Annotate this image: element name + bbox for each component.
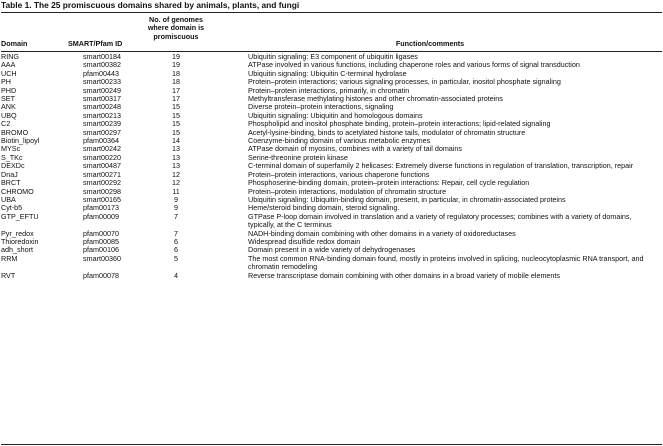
domain-cell: Pyr_redox xyxy=(1,228,34,238)
id-cell: smart00249 xyxy=(83,85,121,95)
id-cell: smart00292 xyxy=(83,178,121,188)
domain-cell: Biotin_lipoyl xyxy=(1,136,40,146)
genome-count-cell: 13 xyxy=(172,161,180,171)
genome-count-cell: 6 xyxy=(174,245,178,255)
genome-count-cell: 17 xyxy=(172,85,180,95)
domain-cell: C2 xyxy=(1,119,11,129)
id-cell: smart00242 xyxy=(83,144,121,154)
function-cell: ATPase domain of myosins, combines with a variety of tail domains xyxy=(248,144,462,154)
id-cell: pfam00009 xyxy=(83,211,119,221)
id-cell: pfam00070 xyxy=(83,228,119,238)
id-cell: pfam00106 xyxy=(83,245,119,255)
id-cell: smart00317 xyxy=(83,94,121,104)
domain-cell: RING xyxy=(1,52,19,61)
domain-cell: GTP_EFTU xyxy=(1,211,39,221)
id-cell: smart00239 xyxy=(83,119,121,129)
domain-cell: UCH xyxy=(1,68,17,78)
domain-cell: AAA xyxy=(1,60,16,70)
function-cell: Coenzyme-binding domain of various metabolic enzymes xyxy=(248,136,431,146)
function-cell: Ubiquitin signaling: Ubiquitin C-terminal hydrolase xyxy=(248,68,407,78)
id-cell: pfam00078 xyxy=(83,270,119,280)
domain-cell: BRCT xyxy=(1,178,21,188)
function-cell: Widespread disulfide redox domain xyxy=(248,236,361,246)
domain-cell: Cyt-b5 xyxy=(1,203,23,213)
function-cell: Ubiquitin signaling: E3 component of ubiquitin ligases xyxy=(248,52,418,61)
table-row xyxy=(0,272,663,280)
header-genome-count-line: where domain is xyxy=(147,23,205,33)
genome-count-cell: 15 xyxy=(172,102,180,112)
domain-cell: DEXDc xyxy=(1,161,25,171)
function-cell: Domain present in a wide variety of dehydrogenases xyxy=(248,245,416,255)
domain-cell: DnaJ xyxy=(1,169,18,179)
table-body xyxy=(0,53,663,280)
genome-count-cell: 7 xyxy=(174,228,178,238)
id-cell: pfam00364 xyxy=(83,136,119,146)
genome-count-cell: 15 xyxy=(172,119,180,129)
function-cell: Methyltransferase methylating histones and other chromatin-associated proteins xyxy=(248,94,503,104)
genome-count-cell: 14 xyxy=(172,136,180,146)
genome-count-cell: 9 xyxy=(174,203,178,213)
genome-count-cell: 13 xyxy=(172,144,180,154)
genome-count-cell: 19 xyxy=(172,52,180,61)
genome-count-cell: 17 xyxy=(172,94,180,104)
table-bottom-rule xyxy=(1,444,662,445)
table-caption: Table 1. The 25 promiscuous domains shared by animals, plants, and fungi xyxy=(1,0,300,10)
function-cell: Ubiquitin signaling: Ubiquitin and homologous domains xyxy=(248,110,423,120)
genome-count-cell: 13 xyxy=(172,152,180,162)
id-cell: smart00165 xyxy=(83,194,121,204)
genome-count-cell: 18 xyxy=(172,68,180,78)
function-cell: Phospholipid and inositol phosphate binding, protein–protein interactions; lipid-related signaling xyxy=(248,119,551,129)
id-cell: pfam00443 xyxy=(83,68,119,78)
function-cell: Heme/steroid binding domain, steroid signaling. xyxy=(248,203,400,213)
domain-cell: SET xyxy=(1,94,15,104)
domain-cell: RRM xyxy=(1,253,18,263)
domain-cell: adh_short xyxy=(1,245,33,255)
function-cell: Diverse protein–protein interactions, signaling xyxy=(248,102,394,112)
genome-count-cell: 5 xyxy=(174,253,178,263)
genome-count-cell: 6 xyxy=(174,236,178,246)
table-row xyxy=(0,255,663,272)
header-function-comments: Function/comments xyxy=(395,39,465,48)
function-cell: Acetyl-lysine-binding, binds to acetylated histone tails, modulator of chromatin structure xyxy=(248,127,526,137)
function-cell: GTPase P-loop domain involved in translation and a variety of regulatory processes; combines with a variety of domains, typically, at the C terminus xyxy=(248,211,632,230)
function-cell: ATPase involved in various functions, including chaperone roles and various forms of signal transduction xyxy=(248,60,580,70)
domain-cell: UBA xyxy=(1,194,16,204)
id-cell: smart00184 xyxy=(83,52,121,61)
header-genome-count-line: promiscuous xyxy=(153,31,199,41)
function-cell: Protein–protein interactions, various chaperone functions xyxy=(248,169,430,179)
domain-cell: ANK xyxy=(1,102,16,112)
genome-count-cell: 12 xyxy=(172,178,180,188)
genome-count-cell: 11 xyxy=(172,186,180,196)
genome-count-cell: 15 xyxy=(172,127,180,137)
id-cell: smart00298 xyxy=(83,186,121,196)
domain-cell: BROMO xyxy=(1,127,29,137)
function-cell: NADH-binding domain combining with other domains in a variety of oxidoreductases xyxy=(248,228,516,238)
function-cell: Ubiquitin signaling: Ubiquitin-binding domain, present, in particular, in chromatin-associated proteins xyxy=(248,194,566,204)
id-cell: smart00248 xyxy=(83,102,121,112)
genome-count-cell: 7 xyxy=(174,211,178,221)
header-genome-count xyxy=(135,16,217,41)
domain-cell: PH xyxy=(1,77,11,87)
header-smart-pfam-id: SMART/Pfam ID xyxy=(68,39,123,48)
domain-cell: S_TKc xyxy=(1,152,23,162)
function-cell: Serine-threonine protein kinase xyxy=(248,152,348,162)
domain-cell: PHD xyxy=(1,85,17,95)
domain-cell: UBQ xyxy=(1,110,17,120)
id-cell: smart00271 xyxy=(83,169,121,179)
function-cell: The most common RNA-binding domain found, mostly in proteins involved in splicing, nucleocytoplasmic RNA transport, and chromatin remodeling xyxy=(248,253,644,272)
id-cell: smart00382 xyxy=(83,60,121,70)
id-cell: smart00360 xyxy=(83,253,121,263)
id-cell: smart00220 xyxy=(83,152,121,162)
id-cell: pfam00085 xyxy=(83,236,119,246)
genome-count-cell: 15 xyxy=(172,110,180,120)
genome-count-cell: 9 xyxy=(174,194,178,204)
header-domain: Domain xyxy=(1,39,28,48)
function-cell: Protein–protein interactions, modulation of chromatin structure xyxy=(248,186,447,196)
genome-count-cell: 12 xyxy=(172,169,180,179)
genome-count-cell: 18 xyxy=(172,77,180,87)
domain-cell: MYSc xyxy=(1,144,21,154)
domain-cell: Thioredoxin xyxy=(1,236,39,246)
id-cell: smart00487 xyxy=(83,161,121,171)
domain-cell: RVT xyxy=(1,270,16,280)
id-cell: smart00233 xyxy=(83,77,121,87)
genome-count-cell: 19 xyxy=(172,60,180,70)
genome-count-cell: 4 xyxy=(174,270,178,280)
domain-cell: CHROMO xyxy=(1,186,34,196)
function-cell: C-terminal domain of superfamily 2 helicases: Extremely diverse functions in regulation of translation, transcription, repair xyxy=(248,161,634,171)
id-cell: smart00213 xyxy=(83,110,121,120)
id-cell: smart00297 xyxy=(83,127,121,137)
function-cell: Phosphoserine-binding domain, protein–protein interactions: Repair, cell cycle regulation xyxy=(248,178,530,188)
table-top-rule xyxy=(1,12,662,13)
function-cell: Reverse transcriptase domain combining with other domains in a broad variety of mobile elements xyxy=(248,270,561,280)
header-genome-count-line: No. of genomes xyxy=(149,15,203,24)
function-cell: Protein–protein interactions; various signaling processes, in particular, inositol phosphate signaling xyxy=(248,77,561,87)
function-cell: Protein–protein interactions, primarily, in chromatin xyxy=(248,85,410,95)
id-cell: pfam00173 xyxy=(83,203,119,213)
table-row xyxy=(0,213,663,230)
